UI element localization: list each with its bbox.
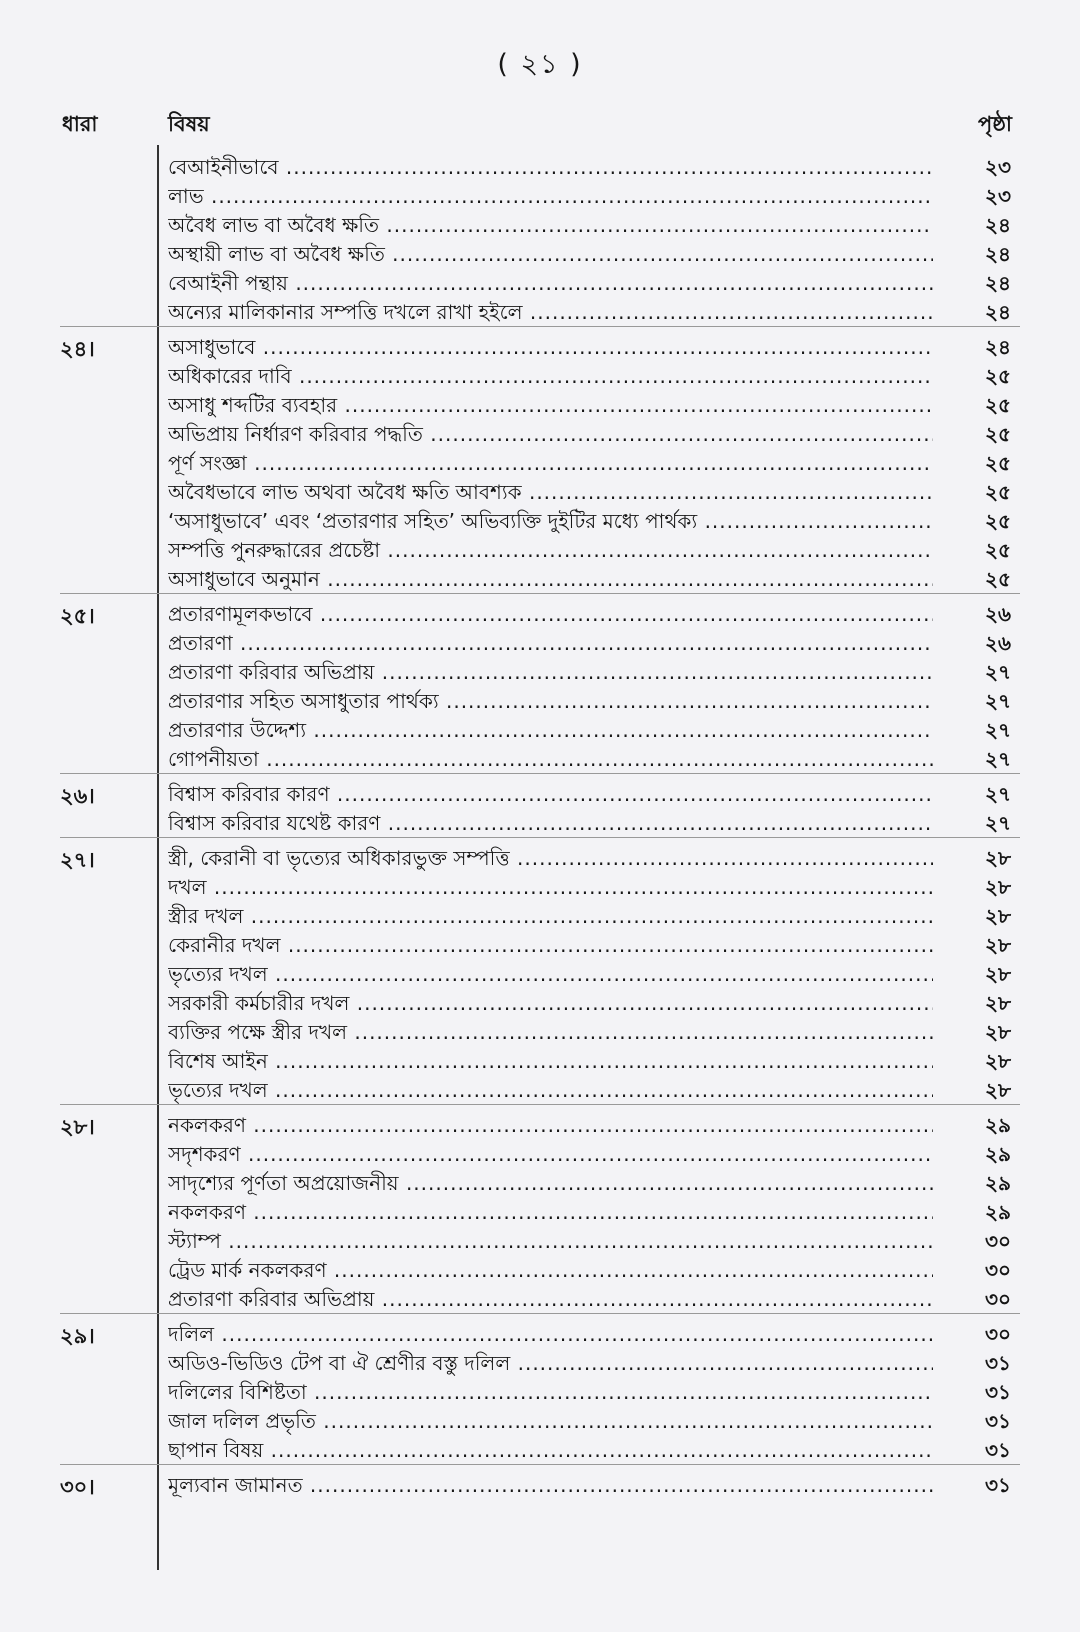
page-ref: ২৯ — [985, 1113, 1011, 1137]
subject-text: বিশ্বাস করিবার কারণ ..... — [168, 780, 933, 813]
page-ref: ৩০ — [985, 1322, 1012, 1346]
page-ref: ২৫ — [985, 393, 1011, 417]
subject-text: নকলকরণ ..... — [168, 1198, 933, 1231]
contents-row — [0, 1375, 1080, 1404]
page-ref: ২৪ — [985, 213, 1011, 237]
subject-text: ছাপান বিষয় ..... — [168, 1436, 933, 1469]
contents-row — [0, 475, 1080, 504]
subject-text: অসাধুভাবে অনুমান ..... — [168, 565, 933, 598]
contents-row — [0, 1137, 1080, 1166]
subject-text: স্ত্রীর দখল ..... — [168, 902, 933, 935]
subject-text: প্রতারণামূলকভাবে ..... — [168, 600, 933, 633]
page-ref: ২৭ — [985, 811, 1012, 835]
subject-text: বেআইনী পন্থায় ..... — [168, 269, 933, 302]
contents-row — [0, 533, 1080, 562]
contents-row — [0, 446, 1080, 475]
page-ref: ২৩ — [985, 155, 1012, 179]
contents-row — [0, 713, 1080, 742]
contents-row — [0, 266, 1080, 295]
contents-row — [0, 179, 1080, 208]
subject-text: ভৃত্যের দখল ..... — [168, 1076, 933, 1109]
page-ref: ২৫ — [985, 364, 1011, 388]
subject-text: নকলকরণ ..... — [168, 1111, 933, 1144]
page-ref: ৩০ — [985, 1287, 1012, 1311]
contents-row — [0, 928, 1080, 957]
contents-row — [0, 1166, 1080, 1195]
page-ref: ২৬ — [985, 631, 1012, 655]
page-ref: ২৪ — [985, 300, 1011, 324]
page-ref: ৩১ — [985, 1473, 1011, 1497]
page-ref: ৩১ — [985, 1380, 1011, 1404]
page-ref: ২৬ — [985, 602, 1012, 626]
subject-text: লাভ ..... — [168, 182, 933, 215]
page-ref: ২৫ — [985, 538, 1011, 562]
page-ref: ২৯ — [985, 1171, 1011, 1195]
page-ref: ৩০ — [985, 1258, 1012, 1282]
page-ref: ২৩ — [985, 184, 1012, 208]
page-ref: ২৮ — [985, 875, 1011, 899]
section-number: ২৪। — [60, 337, 95, 361]
contents-row — [0, 806, 1080, 835]
contents-row — [0, 330, 1080, 359]
contents-row — [0, 504, 1080, 533]
page-ref: ২৫ — [985, 567, 1011, 591]
page-ref: ২৪ — [985, 271, 1011, 295]
contents-row — [0, 388, 1080, 417]
contents-row — [0, 899, 1080, 928]
subject-text: ব্যক্তির পক্ষে স্ত্রীর দখল ..... — [168, 1018, 933, 1051]
subject-text: দখল ..... — [168, 873, 933, 906]
page-ref: ২৮ — [985, 1049, 1011, 1073]
contents-row — [0, 1468, 1080, 1497]
subject-text: প্রতারণা করিবার অভিপ্রায় ..... — [168, 658, 933, 691]
section-number: ২৫। — [60, 604, 95, 628]
section-number: ২৯। — [60, 1324, 95, 1348]
contents-row — [0, 1224, 1080, 1253]
contents-row — [0, 684, 1080, 713]
page-ref: ২৮ — [985, 962, 1011, 986]
page-ref: ২৪ — [985, 242, 1011, 266]
page-ref: ২৫ — [985, 422, 1011, 446]
page-ref: ২৮ — [985, 933, 1011, 957]
contents-row — [0, 1317, 1080, 1346]
page-ref: ২৭ — [985, 660, 1012, 684]
section-number: ২৭। — [60, 848, 95, 872]
subject-text: অন্যের মালিকানার সম্পত্তি দখলে রাখা হইলে ..... — [168, 298, 933, 331]
contents-row — [0, 1195, 1080, 1224]
subject-text: দলিলের বিশিষ্টতা ..... — [168, 1378, 933, 1411]
subject-text: কেরানীর দখল ..... — [168, 931, 933, 964]
page-ref: ২৭ — [985, 689, 1012, 713]
contents-row — [0, 777, 1080, 806]
page-ref: ৩১ — [985, 1409, 1011, 1433]
column-header — [0, 108, 1080, 144]
page-number: ( ২১ ) — [497, 49, 583, 80]
section-number: ২৬। — [60, 784, 95, 808]
subject-text: অডিও-ভিডিও টেপ বা ঐ শ্রেণীর বস্তু দলিল ..... — [168, 1349, 933, 1382]
subject-text: প্রতারণার উদ্দেশ্য ..... — [168, 716, 933, 749]
contents-row — [0, 1044, 1080, 1073]
subject-text: সম্পত্তি পুনরুদ্ধারের প্রচেষ্টা ..... — [168, 536, 933, 569]
subject-text: ভৃত্যের দখল ..... — [168, 960, 933, 993]
subject-text: গোপনীয়তা ..... — [168, 745, 933, 778]
contents-row — [0, 359, 1080, 388]
page-ref: ২৮ — [985, 846, 1011, 870]
subject-text: অবৈধভাবে লাভ অথবা অবৈধ ক্ষতি আবশ্যক ..... — [168, 478, 933, 511]
page-ref: ২৮ — [985, 904, 1011, 928]
contents-row — [0, 597, 1080, 626]
page-ref: ২৫ — [985, 480, 1011, 504]
contents-row — [0, 742, 1080, 771]
page-ref: ৩১ — [985, 1351, 1011, 1375]
page-ref: ২৭ — [985, 718, 1012, 742]
contents-row — [0, 1404, 1080, 1433]
subject-text: ট্রেড মার্ক নকলকরণ ..... — [168, 1256, 933, 1289]
header-section: ধারা — [62, 112, 98, 136]
page-ref: ৩১ — [985, 1438, 1011, 1462]
page-ref: ২৮ — [985, 1020, 1011, 1044]
contents-row — [0, 295, 1080, 324]
contents-row — [0, 562, 1080, 591]
subject-text: বিশ্বাস করিবার যথেষ্ট কারণ ..... — [168, 809, 933, 842]
contents-row — [0, 237, 1080, 266]
section-number: ৩০। — [60, 1475, 95, 1499]
subject-text: অভিপ্রায় নির্ধারণ করিবার পদ্ধতি ..... — [168, 420, 933, 453]
contents-row — [0, 626, 1080, 655]
subject-text: মূল্যবান জামানত ..... — [168, 1471, 933, 1504]
subject-text: বেআইনীভাবে ..... — [168, 153, 933, 186]
page-ref: ২৭ — [985, 782, 1012, 806]
contents-row — [0, 1346, 1080, 1375]
page-ref: ২৫ — [985, 509, 1011, 533]
contents-row — [0, 208, 1080, 237]
contents-list — [0, 150, 1080, 1497]
subject-text: সরকারী কর্মচারীর দখল ..... — [168, 989, 933, 1022]
subject-text: অধিকারের দাবি ..... — [168, 362, 933, 395]
page-ref: ৩০ — [985, 1229, 1012, 1253]
section-number: ২৮। — [60, 1115, 95, 1139]
page-ref: ২৪ — [985, 335, 1011, 359]
contents-row — [0, 957, 1080, 986]
subject-text: পূর্ণ সংজ্ঞা ..... — [168, 449, 933, 482]
subject-text: সাদৃশ্যের পূর্ণতা অপ্রয়োজনীয় ..... — [168, 1169, 933, 1202]
contents-row — [0, 1253, 1080, 1282]
subject-text: প্রতারণা করিবার অভিপ্রায় ..... — [168, 1285, 933, 1318]
subject-text: অবৈধ লাভ বা অবৈধ ক্ষতি ..... — [168, 211, 933, 244]
header-subject: বিষয় — [168, 112, 210, 136]
page-ref: ২৫ — [985, 451, 1011, 475]
contents-row — [0, 1015, 1080, 1044]
subject-text: অস্থায়ী লাভ বা অবৈধ ক্ষতি ..... — [168, 240, 933, 273]
contents-row — [0, 841, 1080, 870]
page-ref: ২৮ — [985, 991, 1011, 1015]
subject-text: বিশেষ আইন ..... — [168, 1047, 933, 1080]
contents-row — [0, 986, 1080, 1015]
subject-text: স্ত্রী, কেরানী বা ভৃত্যের অধিকারভুক্ত সম্পত্তি ..... — [168, 844, 933, 877]
page-ref: ২৮ — [985, 1078, 1011, 1102]
page-ref: ২৯ — [985, 1142, 1011, 1166]
subject-text: অসাধু শব্দটির ব্যবহার ..... — [168, 391, 933, 424]
contents-row — [0, 1108, 1080, 1137]
page-ref: ২৯ — [985, 1200, 1011, 1224]
subject-text: প্রতারণা ..... — [168, 629, 933, 662]
subject-text: স্ট্যাম্প ..... — [168, 1227, 933, 1260]
page-ref: ২৭ — [985, 747, 1012, 771]
header-page: পৃষ্ঠা — [978, 112, 1013, 136]
subject-text: দলিল ..... — [168, 1320, 933, 1353]
subject-text: জাল দলিল প্রভৃতি ..... — [168, 1407, 933, 1440]
contents-row — [0, 870, 1080, 899]
contents-row — [0, 417, 1080, 446]
contents-row — [0, 655, 1080, 684]
contents-row — [0, 150, 1080, 179]
subject-text: ‘অসাধুভাবে’ এবং ‘প্রতারণার সহিত’ অভিব্যক্তি দুইটির মধ্যে পার্থক্য ..... — [168, 507, 933, 540]
subject-text: প্রতারণার সহিত অসাধুতার পার্থক্য ..... — [168, 687, 933, 720]
subject-text: অসাধুভাবে ..... — [168, 333, 933, 366]
subject-text: সদৃশকরণ ..... — [168, 1140, 933, 1173]
contents-row — [0, 1282, 1080, 1311]
contents-row — [0, 1073, 1080, 1102]
contents-row — [0, 1433, 1080, 1462]
